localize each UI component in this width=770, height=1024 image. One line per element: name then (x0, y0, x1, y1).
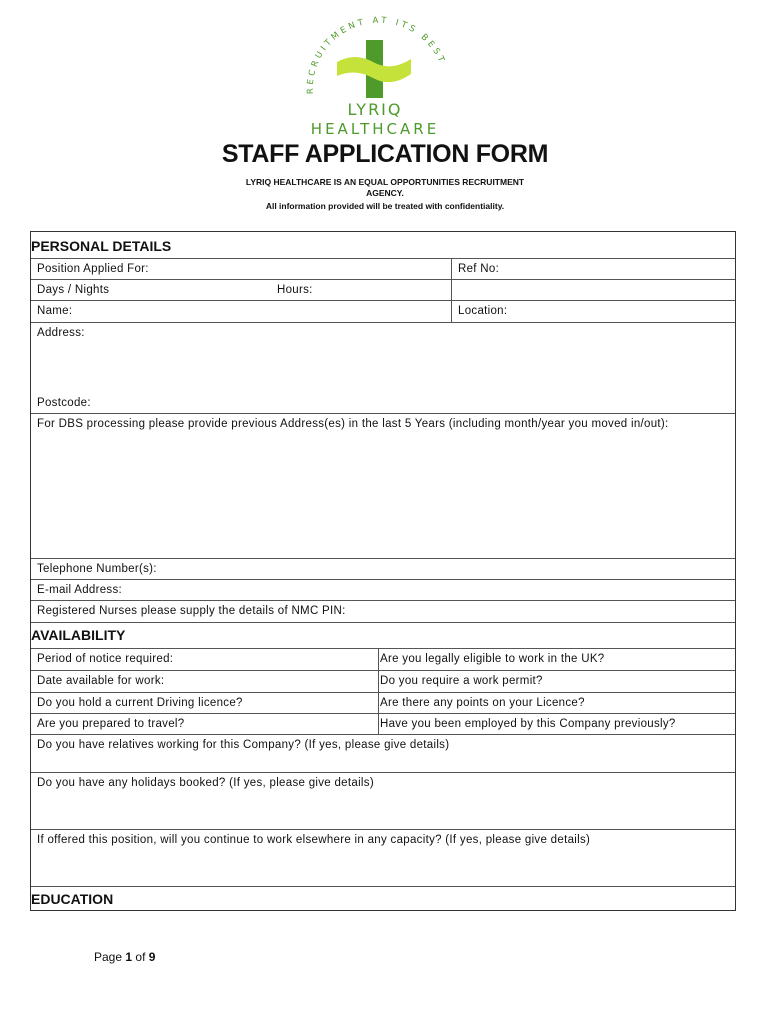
name-field[interactable]: Name: (37, 305, 73, 317)
position-applied-field[interactable]: Position Applied For: (37, 263, 149, 275)
of-word: of (135, 950, 146, 964)
company-logo (295, 12, 455, 140)
notice-period-field[interactable]: Period of notice required: (37, 653, 174, 665)
page-word: Page (94, 950, 123, 964)
travel-field[interactable]: Are you prepared to travel? (37, 718, 185, 730)
logo-name-line1: LYRIQ (347, 100, 403, 119)
email-field[interactable]: E-mail Address: (37, 584, 123, 596)
section-personal-details: PERSONAL DETAILS (31, 238, 172, 254)
section-education: EDUCATION (31, 891, 114, 907)
days-nights-field[interactable]: Days / Nights (37, 284, 110, 296)
date-available-field[interactable]: Date available for work: (37, 675, 165, 687)
equal-opportunities-note: LYRIQ HEALTHCARE IS AN EQUAL OPPORTUNITIES RECRUITMENT AGENCY. (245, 177, 525, 198)
relatives-field[interactable]: Do you have relatives working for this Company? (If yes, please give details) (37, 739, 450, 751)
previous-employment-field[interactable]: Have you been employed by this Company previously? (380, 718, 676, 730)
logo-arc-text: RECRUITMENT AT ITS BEST (305, 15, 448, 95)
nmc-pin-field[interactable]: Registered Nurses please supply the details of NMC PIN: (37, 605, 346, 617)
postcode-field[interactable]: Postcode: (37, 397, 91, 409)
page-number (94, 950, 155, 964)
current-page: 1 (125, 950, 133, 964)
location-field[interactable]: Location: (458, 305, 508, 317)
application-form (30, 231, 736, 911)
address-field[interactable]: Address: (37, 327, 85, 339)
hours-field[interactable]: Hours: (277, 284, 313, 296)
dbs-previous-address-field[interactable]: For DBS processing please provide previous Address(es) in the last 5 Years (including month/year you moved in/out): (37, 418, 669, 430)
page-title: STAFF APPLICATION FORM (221, 140, 549, 168)
ref-no-field[interactable]: Ref No: (458, 263, 500, 275)
holidays-field[interactable]: Do you have any holidays booked? (If yes, please give details) (37, 777, 374, 789)
logo-name-line2: HEALTHCARE (310, 120, 440, 138)
telephone-field[interactable]: Telephone Number(s): (37, 563, 157, 575)
logo-cross-icon (295, 12, 455, 102)
licence-points-field[interactable]: Are there any points on your Licence? (380, 697, 585, 709)
uk-eligibility-field[interactable]: Are you legally eligible to work in the UK? (380, 653, 605, 665)
section-availability: AVAILABILITY (31, 627, 126, 643)
confidentiality-note: All information provided will be treated with confidentiality. (265, 201, 505, 211)
work-elsewhere-field[interactable]: If offered this position, will you continue to work elsewhere in any capacity? (If yes, please give details) (37, 834, 591, 846)
work-permit-field[interactable]: Do you require a work permit? (380, 675, 543, 687)
driving-licence-field[interactable]: Do you hold a current Driving licence? (37, 697, 243, 709)
total-pages: 9 (148, 950, 156, 964)
